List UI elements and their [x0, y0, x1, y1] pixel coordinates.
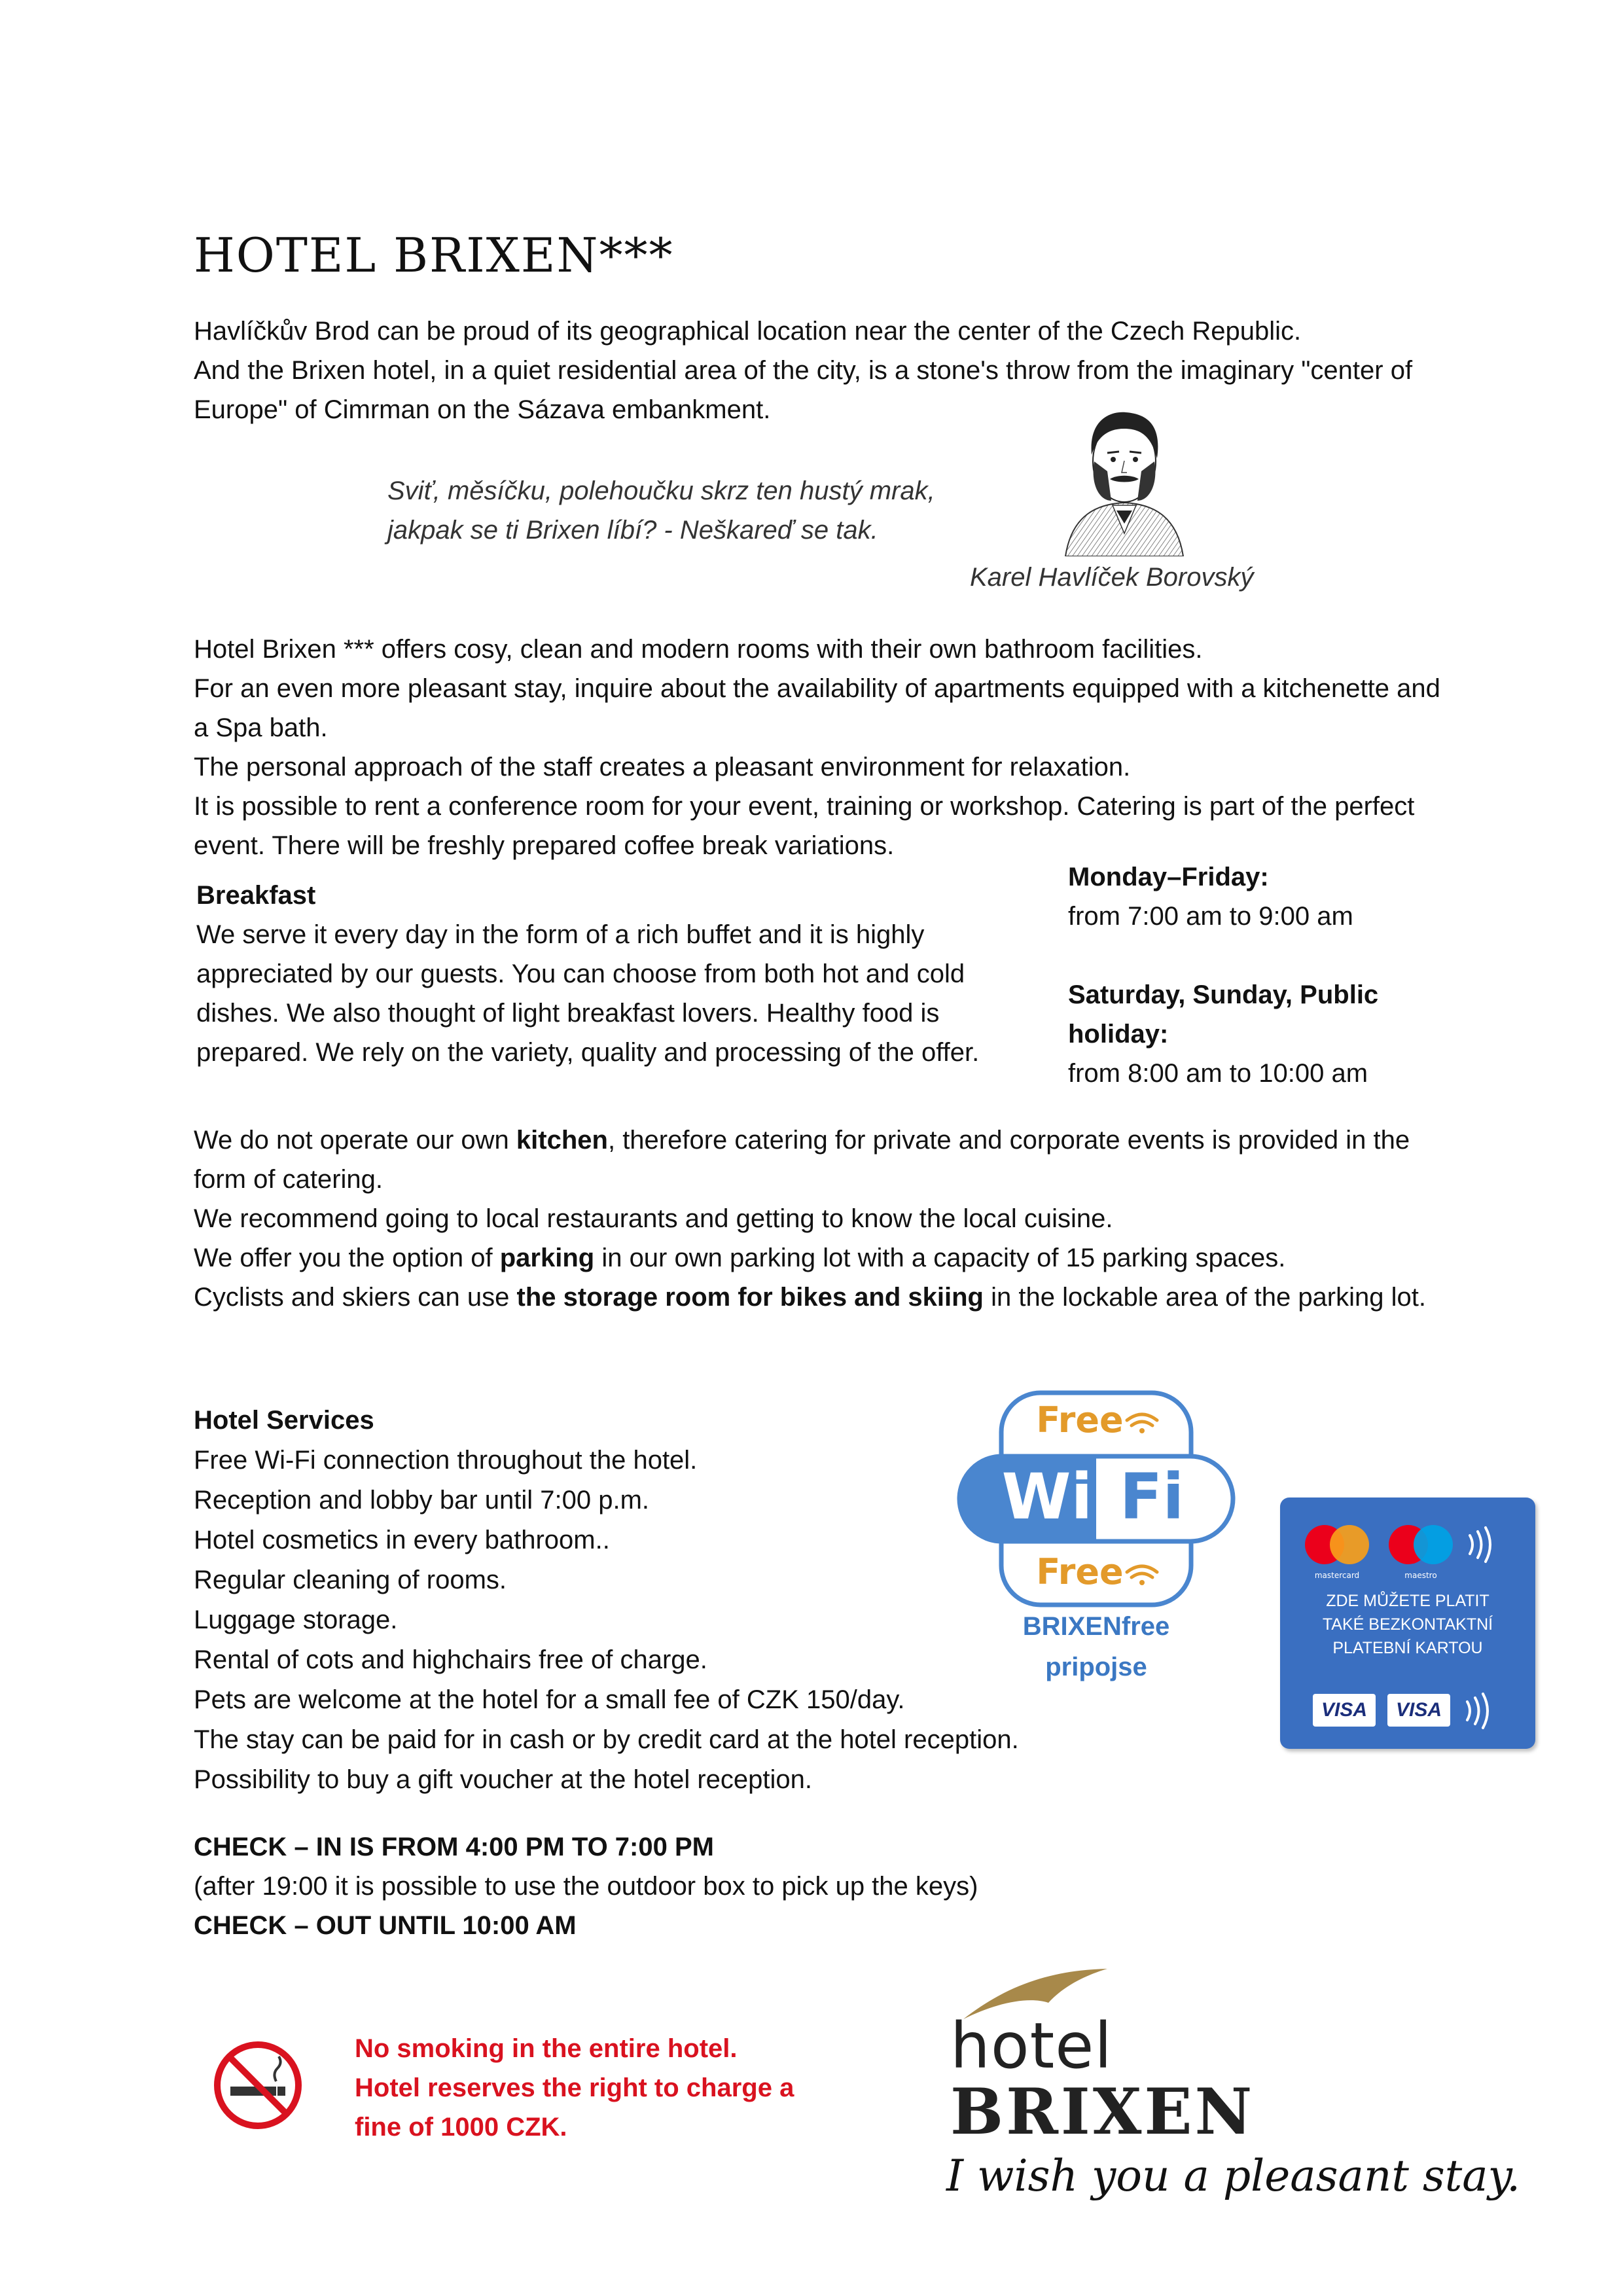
- weekday-hours: from 7:00 am to 9:00 am: [1068, 902, 1353, 931]
- service-item: The stay can be paid for in cash or by credit card at the hotel reception.: [194, 1725, 1019, 1754]
- services-heading: Hotel Services: [194, 1406, 374, 1435]
- service-item: Luggage storage.: [194, 1605, 398, 1634]
- description-paragraph: It is possible to rent a conference room for your event, training or workshop. Catering is part of the perfect event. There will be freshly prepared coffee break variations.: [194, 792, 1415, 860]
- intro-paragraph: Havlíčkův Brod can be proud of its geographical location near the center of the Czech Republic.: [194, 317, 1302, 346]
- intro-paragraph: And the Brixen hotel, in a quiet residential area of the city, is a stone's throw from the imaginary "center of Europe" of Cimrman on the Sázava embankment.: [194, 356, 1413, 424]
- card-payment-sticker: [1280, 1498, 1535, 1749]
- logo-hotel-word: hotel: [950, 2009, 1113, 2083]
- breakfast-hours: [1068, 857, 1461, 1093]
- description-paragraph: For an even more pleasant stay, inquire about the availability of apartments equipped with a kitchenette and a Spa bath.: [194, 674, 1440, 742]
- contactless-icon: [1458, 1691, 1497, 1731]
- slogan: I wish you a pleasant stay.: [946, 2151, 1521, 2201]
- weekend-label: Saturday, Sunday, Public holiday:: [1068, 980, 1379, 1049]
- portrait-image: [1052, 393, 1196, 556]
- restaurants-paragraph: We recommend going to local restaurants and getting to know the local cuisine.: [194, 1204, 1113, 1233]
- svg-text:Free: Free: [1036, 1551, 1124, 1592]
- wifi-network-name: BRIXENfree: [1022, 1612, 1170, 1641]
- weekend-hours: from 8:00 am to 10:00 am: [1068, 1059, 1368, 1088]
- service-item: Free Wi-Fi connection throughout the hotel.: [194, 1446, 698, 1475]
- svg-text:maestro: maestro: [1404, 1571, 1437, 1580]
- catering-section: [194, 1121, 1457, 1317]
- weekday-label: Monday–Friday:: [1068, 863, 1269, 891]
- maestro-icon: [1389, 1525, 1453, 1564]
- quote-line: jakpak se ti Brixen líbí? - Neškareď se tak.: [387, 516, 878, 545]
- service-item: Rental of cots and highchairs free of charge.: [194, 1645, 707, 1674]
- checkin-section: [194, 1827, 1306, 1945]
- storage-paragraph: Cyclists and skiers can use the storage room for bikes and skiing in the lockable area of the parking lot.: [194, 1283, 1426, 1312]
- wifi-sign: [955, 1388, 1237, 1610]
- breakfast-section: [196, 876, 1014, 1072]
- svg-text:mastercard: mastercard: [1314, 1571, 1360, 1580]
- parking-paragraph: We offer you the option of parking in our own parking lot with a capacity of 15 parking spaces.: [194, 1244, 1286, 1272]
- description-paragraph: Hotel Brixen *** offers cosy, clean and modern rooms with their own bathroom facilities.: [194, 635, 1203, 664]
- description-section: [194, 630, 1457, 865]
- no-smoking-notice: No smoking in the entire hotel. Hotel reserves the right to charge a fine of 1000 CZK.: [355, 2034, 794, 2142]
- storage-emphasis: the storage room for bikes and skiing: [516, 1283, 984, 1312]
- catering-paragraph: We do not operate our own kitchen, therefore catering for private and corporate events is provided in the form of catering.: [194, 1126, 1410, 1194]
- checkin-time: CHECK – IN IS FROM 4:00 PM TO 7:00 PM: [194, 1833, 714, 1861]
- service-item: Pets are welcome at the hotel for a small fee of CZK 150/day.: [194, 1685, 905, 1714]
- service-item: Possibility to buy a gift voucher at the hotel reception.: [194, 1765, 812, 1794]
- description-paragraph: The personal approach of the staff creates a pleasant environment for relaxation.: [194, 753, 1131, 781]
- wifi-caption: [969, 1606, 1224, 1687]
- quote-author: Karel Havlíček Borovský: [970, 563, 1254, 592]
- contactless-icon: [1470, 1528, 1490, 1562]
- svg-text:Free: Free: [1036, 1399, 1124, 1441]
- poem-quote: [387, 471, 935, 550]
- checkout-time: CHECK – OUT UNTIL 10:00 AM: [194, 1911, 577, 1940]
- svg-text:Fi: Fi: [1119, 1460, 1185, 1534]
- parking-emphasis: parking: [499, 1244, 595, 1272]
- service-item: Regular cleaning of rooms.: [194, 1566, 507, 1594]
- svg-text:Wi: Wi: [1001, 1460, 1093, 1534]
- quote-line: Sviť, měsíčku, polehoučku skrz ten hustý mrak,: [387, 476, 935, 505]
- kitchen-emphasis: kitchen: [516, 1126, 608, 1155]
- page-title: HOTEL BRIXEN***: [194, 228, 674, 283]
- service-item: Reception and lobby bar until 7:00 p.m.: [194, 1486, 649, 1515]
- breakfast-heading: Breakfast: [196, 881, 316, 910]
- breakfast-text: We serve it every day in the form of a rich buffet and it is highly appreciated by our guests. You can choose from both hot and cold dishes. We also thought of light breakfast lovers. Healthy food is prepared. We rely on the variety, quality and processing of the offer.: [196, 920, 980, 1067]
- checkin-note: (after 19:00 it is possible to use the outdoor box to pick up the keys): [194, 1872, 978, 1901]
- visa-logo: VISA: [1387, 1694, 1450, 1727]
- contactless-payment-text: ZDE MŮŽETE PLATIT TAKÉ BEZKONTAKTNÍ PLATEBNÍ KARTOU: [1322, 1592, 1493, 1657]
- hotel-logo: [950, 1957, 1255, 2166]
- visa-logo: VISA: [1313, 1694, 1376, 1727]
- intro-section: [194, 312, 1457, 429]
- no-smoking-icon: [213, 2041, 302, 2130]
- card-logos: [1280, 1498, 1535, 1589]
- logo-brixen-word: BRIXEN: [950, 2075, 1255, 2149]
- mastercard-icon: [1305, 1525, 1369, 1564]
- wifi-password: pripojse: [1045, 1653, 1147, 1681]
- service-item: Hotel cosmetics in every bathroom..: [194, 1526, 610, 1554]
